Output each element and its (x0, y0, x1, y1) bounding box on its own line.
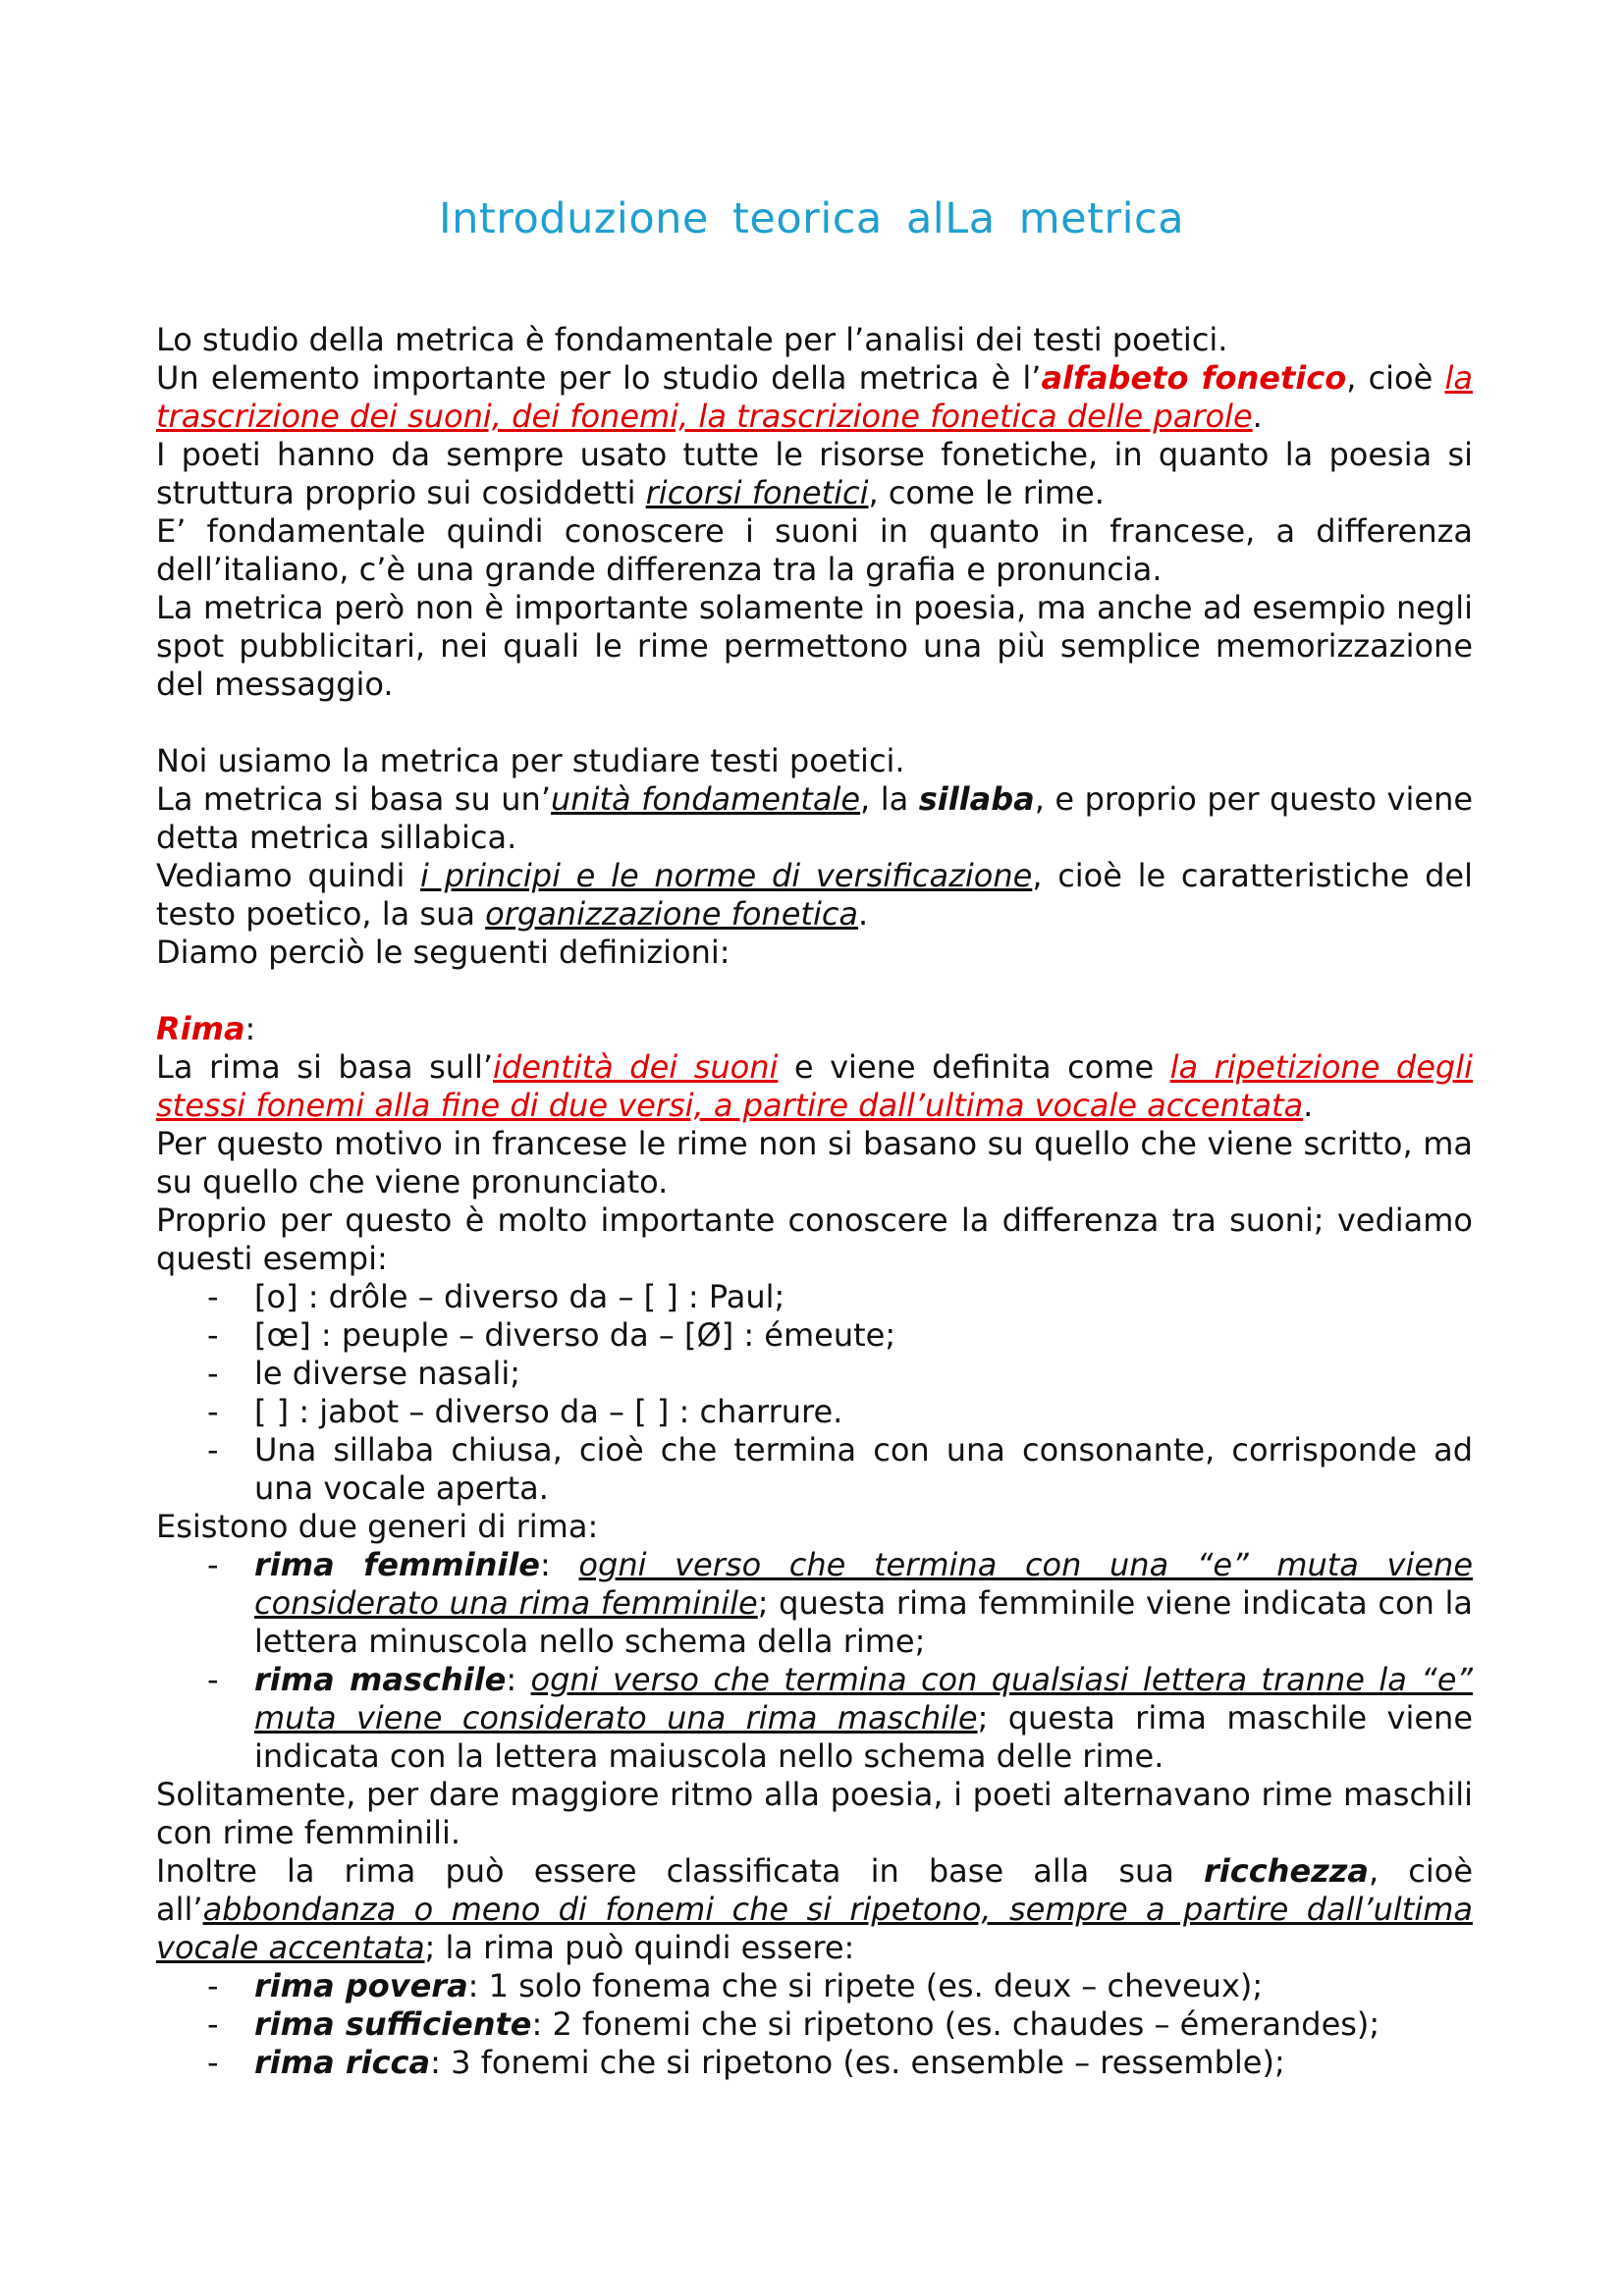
tipi-rima-list (156, 1967, 1473, 2082)
list-item-rima-maschile (156, 1661, 1473, 1776)
list-text: : 1 solo fonema che si ripete (es. deux – cheveux); (467, 1967, 1264, 2004)
list-text: : 3 fonemi che si ripetono (es. ensemble – ressemble); (430, 2044, 1285, 2081)
page-title: Introduzione teorica alLa metrica (438, 194, 1185, 243)
section2-text: La metrica si basa su un’ (156, 780, 551, 818)
generi-intro (156, 1508, 1473, 1546)
intro-text: . (1252, 398, 1263, 435)
document-body (156, 321, 1473, 2082)
list-item-rima-sufficiente (156, 2005, 1473, 2044)
section2-text: Diamo perciò le seguenti definizioni: (156, 934, 730, 971)
term-rima-ricca: rima ricca (254, 2044, 431, 2081)
definition-ricchezza: abbondanza o meno di fonemi che si ripetono, sempre a partire dall’ultima vocale accentata (156, 1891, 1473, 1966)
intro-paragraph-3 (156, 436, 1473, 512)
intro-text: , come le rime. (868, 474, 1105, 511)
rima-paragraph-5 (156, 1852, 1473, 1967)
rima-definition (156, 1048, 1473, 1125)
rima-text: Inoltre la rima può essere classificata in base alla sua (156, 1852, 1204, 1890)
list-item: - [œ] : peuple – diverso da – [Ø] : émeute; (156, 1316, 1473, 1355)
term-rima-maschile: rima maschile (254, 1661, 507, 1698)
term-principi-norme: i principi e le norme di versificazione (420, 857, 1033, 894)
term-rima-povera: rima povera (254, 1967, 468, 2004)
list-item: - [ ] : jabot – diverso da – [ ] : charrure. (156, 1393, 1473, 1431)
intro-text: Lo studio della metrica è fondamentale per l’analisi dei testi poetici. (156, 321, 1228, 358)
rima-heading (156, 1010, 1473, 1048)
definition-rima-maschile: ogni verso che termina con qualsiasi lettera tranne la “e” muta viene considerato una rima maschile (254, 1661, 1474, 1736)
section2-paragraph-4 (156, 934, 1473, 972)
list-text: ; questa rima femminile viene indicata con la lettera minuscola nello schema della rime; (254, 1584, 1474, 1660)
term-rima-sufficiente: rima sufficiente (254, 2005, 532, 2043)
generi-list (156, 1546, 1473, 1776)
section2-text: Vediamo quindi (156, 857, 421, 894)
examples-list (156, 1278, 1473, 1508)
list-item: - Una sillaba chiusa, cioè che termina con una consonante, corrisponde ad una vocale aperta. (156, 1431, 1473, 1508)
rima-paragraph-4 (156, 1776, 1473, 1852)
list-text: : 2 fonemi che si ripetono (es. chaudes – émerandes); (531, 2005, 1380, 2043)
term-identita-dei-suoni: identità dei suoni (493, 1048, 779, 1086)
section2-paragraph-2 (156, 780, 1473, 857)
term-sillaba: sillaba (918, 780, 1035, 818)
intro-paragraph-2 (156, 359, 1473, 436)
rima-text: . (1303, 1087, 1314, 1124)
intro-paragraph-5 (156, 589, 1473, 704)
section2-text: Noi usiamo la metrica per studiare testi poetici. (156, 742, 905, 779)
intro-text: , cioè (1346, 359, 1445, 397)
intro-text: I poeti hanno da sempre usato tutte le risorse fonetiche, in quanto la poesia si struttura proprio sui cosiddetti (156, 436, 1473, 511)
list-colon: : (540, 1546, 579, 1583)
rima-text: Proprio per questo è molto importante conoscere la differenza tra suoni; vediamo questi esempi: (156, 1201, 1473, 1277)
intro-text: La metrica però non è importante solamente in poesia, ma anche ad esempio negli spot pubblicitari, nei quali le rime permettono una più semplice memorizzazione del messaggio. (156, 589, 1473, 703)
term-unita-fondamentale: unità fondamentale (551, 780, 861, 818)
term-alfabeto-fonetico: alfabeto fonetico (1041, 359, 1347, 397)
list-item: - [o] : drôle – diverso da – [ ] : Paul; (156, 1278, 1473, 1316)
list-item-rima-femminile (156, 1546, 1473, 1661)
rima-text: ; la rima può quindi essere: (424, 1929, 855, 1966)
paragraph-spacer (156, 972, 1473, 1010)
section2-text: , la (860, 780, 919, 818)
list-item: - le diverse nasali; (156, 1355, 1473, 1393)
intro-paragraph-1 (156, 321, 1473, 359)
list-item-rima-ricca (156, 2044, 1473, 2082)
rima-text: Per questo motivo in francese le rime non si basano su quello che viene scritto, ma su quello che viene pronunciato. (156, 1125, 1473, 1201)
intro-paragraph-4 (156, 512, 1473, 589)
rima-paragraph-3 (156, 1201, 1473, 1278)
section2-text: , cioè le caratteristiche del testo poetico, la sua (156, 857, 1474, 933)
definition-rima-femminile: ogni verso che termina con una “e” muta viene considerato una rima femminile (254, 1546, 1474, 1622)
term-ricorsi-fonetici: ricorsi fonetici (645, 474, 869, 511)
rima-text: Solitamente, per dare maggiore ritmo alla poesia, i poeti alternavano rime maschili con rime femminili. (156, 1776, 1473, 1851)
section2-paragraph-3 (156, 857, 1473, 934)
term-rima-femminile: rima femminile (254, 1546, 540, 1583)
list-colon: : (506, 1661, 531, 1698)
definition-alfabeto-fonetico: la trascrizione dei suoni, dei fonemi, la trascrizione fonetica delle parole (156, 359, 1474, 435)
list-item-rima-povera (156, 1967, 1473, 2005)
section2-text: . (858, 895, 869, 933)
definition-rima: la ripetizione degli stessi fonemi alla fine di due versi, a partire dall’ultima vocale accentata (156, 1048, 1473, 1124)
rima-paragraph-2 (156, 1125, 1473, 1201)
intro-text: Un elemento importante per lo studio della metrica è l’ (156, 359, 1042, 397)
rima-text: Esistono due generi di rima: (156, 1508, 599, 1545)
rima-text: La rima si basa sull’ (156, 1048, 493, 1086)
rima-heading-colon: : (244, 1010, 256, 1047)
section2-paragraph-1 (156, 742, 1473, 780)
term-organizzazione-fonetica: organizzazione fonetica (485, 895, 859, 933)
term-ricchezza: ricchezza (1203, 1852, 1369, 1890)
paragraph-spacer (156, 704, 1473, 742)
section2-text: , e proprio per questo viene detta metrica sillabica. (156, 780, 1474, 856)
rima-text: e viene definita come (778, 1048, 1170, 1086)
rima-text: , cioè all’ (156, 1852, 1474, 1928)
intro-text: E’ fondamentale quindi conoscere i suoni in quanto in francese, a differenza dell’italiano, c’è una grande differenza tra la grafia e pronuncia. (156, 512, 1473, 588)
rima-heading-label: Rima (156, 1010, 245, 1047)
list-text: ; questa rima maschile viene indicata con la lettera maiuscola nello schema delle rime. (254, 1699, 1474, 1775)
